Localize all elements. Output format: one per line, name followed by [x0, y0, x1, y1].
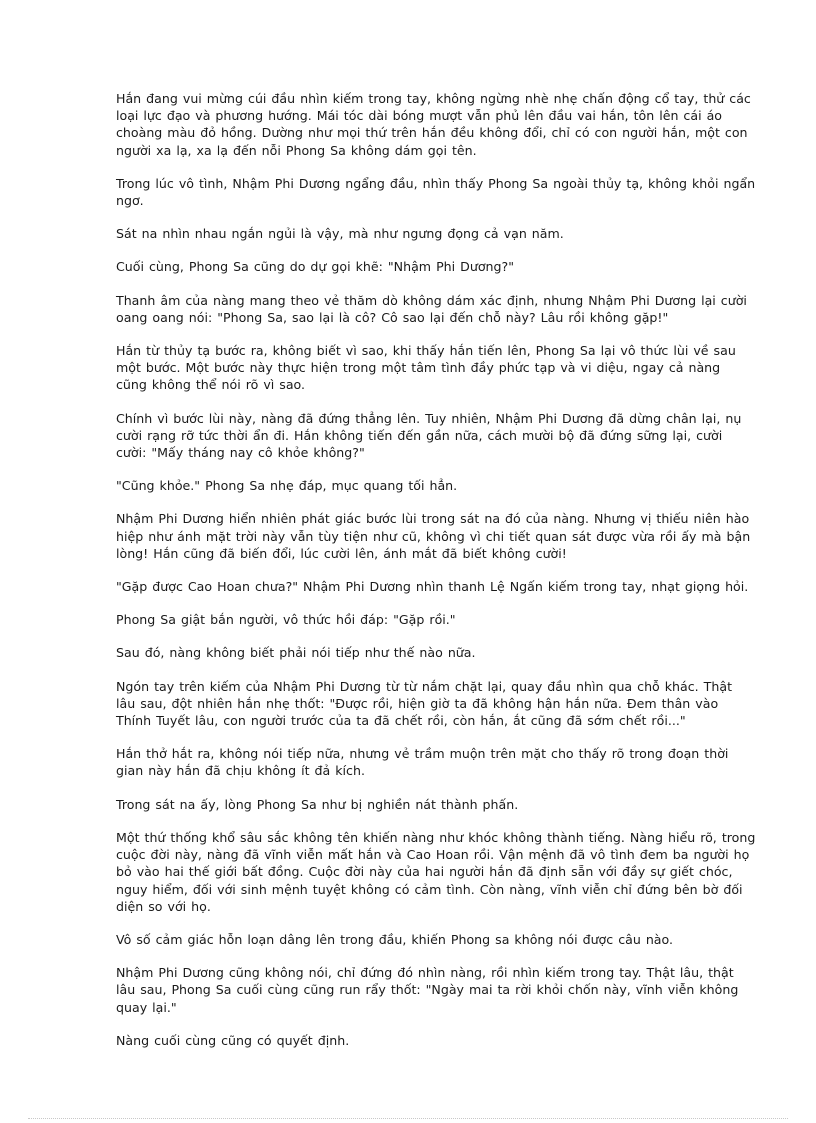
- paragraph: Nhậm Phi Dương cũng không nói, chỉ đứng đó nhìn nàng, rồi nhìn kiếm trong tay. Thật lâu, thật lâu sau, Phong Sa cuối cùng cũng run rẩy thốt: "Ngày mai ta rời khỏi chốn này, vĩnh viễn không quay lại.": [116, 965, 739, 1015]
- paragraph: Chính vì bước lùi này, nàng đã đứng thẳng lên. Tuy nhiên, Nhậm Phi Dương đã dừng chân lại, nụ cười rạng rỡ tức thời ẩn đi. Hắn không tiến đến gần nữa, cách mười bộ đã đứng sững lại, cười cười: "Mấy tháng nay cô khỏe không?": [116, 410, 742, 461]
- paragraph: Hắn đang vui mừng cúi đầu nhìn kiếm trong tay, không ngừng nhè nhẹ chấn động cổ tay, thử các loại lực đạo và phương hướng. Mái tóc dài bóng mượt vẫn phủ lên đầu vai hắn, tôn lên cái áo choàng màu đỏ hồng. Dường như mọi thứ trên hắn đều không đổi, chỉ có con người hắn, một con người xa lạ, xa lạ đến nỗi Phong Sa không dám gọi tên.: [116, 91, 751, 158]
- paragraph: "Gặp được Cao Hoan chưa?" Nhậm Phi Dương nhìn thanh Lệ Ngấn kiếm trong tay, nhạt giọng hỏi.: [116, 579, 749, 595]
- paragraph: Hắn thở hắt ra, không nói tiếp nữa, nhưng vẻ trầm muộn trên mặt cho thấy rõ trong đoạn thời gian này hắn đã chịu không ít đả kích.: [116, 746, 729, 779]
- page-bottom-divider: [28, 1118, 788, 1119]
- paragraph: "Cũng khỏe." Phong Sa nhẹ đáp, mục quang tối hẳn.: [116, 478, 458, 494]
- paragraph: Nàng cuối cùng cũng có quyết định.: [116, 1032, 350, 1048]
- paragraph: Sau đó, nàng không biết phải nói tiếp như thế nào nữa.: [116, 645, 476, 661]
- paragraph: Một thứ thống khổ sâu sắc không tên khiến nàng như khóc không thành tiếng. Nàng hiểu rõ, trong cuộc đời này, nàng đã vĩnh viễn mất hắn và Cao Hoan rồi. Vận mệnh đã vô tình đem ba người họ bỏ vào hai thế giới bất đồng. Cuộc đời này của hai người hắn đã định sẵn với đầy sự giết chóc, nguy hiểm, đối với sinh mệnh tuyệt không có cảm tình. Còn nàng, vĩnh viễn chỉ đứng bên bờ đối diện so với họ.: [116, 829, 756, 914]
- paragraph: Cuối cùng, Phong Sa cũng do dự gọi khẽ: "Nhậm Phi Dương?": [116, 259, 514, 275]
- paragraph: Sát na nhìn nhau ngắn ngủi là vậy, mà như ngưng đọng cả vạn năm.: [116, 226, 564, 242]
- paragraph: Thanh âm của nàng mang theo vẻ thăm dò không dám xác định, nhưng Nhậm Phi Dương lại cười oang oang nói: "Phong Sa, sao lại là cô? Cô sao lại đến chỗ này? Lâu rồi không gặp!": [116, 292, 747, 325]
- paragraph: Nhậm Phi Dương hiển nhiên phát giác bước lùi trong sát na đó của nàng. Nhưng vị thiếu niên hào hiệp như ánh mặt trời này vẫn tùy tiện như cũ, không vì chi tiết quan sát được vừa rồi ấy mà bận lòng! Hắn cũng đã biến đổi, lúc cười lên, ánh mắt đã biết không cười!: [116, 511, 751, 561]
- document-body: [116, 90, 756, 1065]
- paragraph: Vô số cảm giác hỗn loạn dâng lên trong đầu, khiến Phong sa không nói được câu nào.: [116, 931, 674, 947]
- paragraph: Trong sát na ấy, lòng Phong Sa như bị nghiền nát thành phấn.: [116, 796, 519, 812]
- paragraph: Hắn từ thủy tạ bước ra, không biết vì sao, khi thấy hắn tiến lên, Phong Sa lại vô thức lùi về sau một bước. Một bước này thực hiện trong một tâm tình đầy phức tạp và vi diệu, ngay cả nàng cũng không thể nói rõ vì sao.: [116, 343, 736, 393]
- paragraph: Ngón tay trên kiếm của Nhậm Phi Dương từ từ nắm chặt lại, quay đầu nhìn qua chỗ khác. Thật lâu sau, đột nhiên hắn nhẹ thốt: "Được rồi, hiện giờ ta đã không hận hắn nữa. Đem thân vào Thính Tuyết lâu, con người trước của ta đã chết rồi, còn hắn, ắt cũng đã sớm chết rồi...": [116, 678, 733, 729]
- paragraph: Phong Sa giật bắn người, vô thức hồi đáp: "Gặp rồi.": [116, 612, 456, 628]
- paragraph: Trong lúc vô tình, Nhậm Phi Dương ngẩng đầu, nhìn thấy Phong Sa ngoài thủy tạ, không khỏi ngẩn ngơ.: [116, 175, 756, 209]
